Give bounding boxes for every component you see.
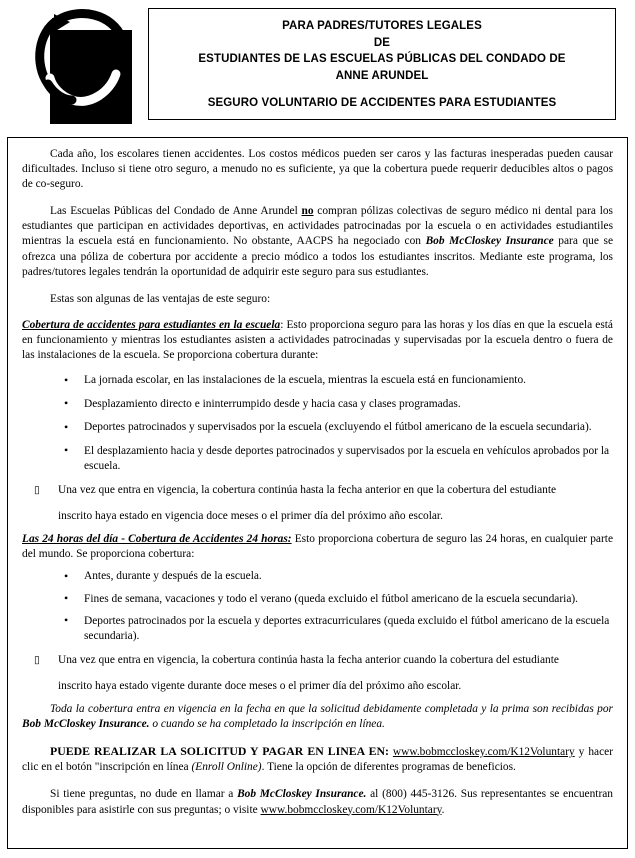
apply-online-lead: PUEDE REALIZAR LA SOLICITUD Y PAGAR EN LINEA EN: <box>50 744 389 759</box>
hours24-coverage-heading: Las 24 horas del día - Cobertura de Accidentes 24 horas: <box>22 533 292 546</box>
questions-company: Bob McCloskey Insurance. <box>237 788 367 801</box>
school-coverage-duration-note <box>22 483 613 524</box>
questions-part-2: al <box>366 788 383 801</box>
hours24-coverage-body: Esto proporciona cobertura de seguro las 24 horas, en cualquier parte del mundo. Se proporciona cobertura: <box>22 533 613 561</box>
effective-note-part-2: o cuando se ha completado la inscripción en línea. <box>149 718 385 731</box>
school-coverage-note-line-1: Una vez que entra en vigencia, la cobertura continúa hasta la fecha anterior en que la cobertura del estudiante <box>58 484 557 497</box>
document-header <box>0 0 635 132</box>
document-body-box <box>7 137 628 849</box>
document-content <box>22 147 613 818</box>
aacps-swirl-square-logo-icon <box>24 8 142 126</box>
questions-part-3: . Sus representantes se encuentran disponibles para asistirle con sus preguntas; o visite <box>22 788 613 816</box>
effective-note-part-1: Toda la cobertura entra en vigencia en la fecha en que la solicitud debidamente completada y la prima son recibidas por <box>50 703 613 716</box>
intro-paragraph: Cada año, los escolares tienen accidentes. Los costos médicos pueden ser caros y las facturas inesperadas pueden causar dificultades. Incluso si tiene otro seguro, a menudo no es suficiente, ya que la cobertura puede requerir deducibles altos o pagos de co-seguro. <box>22 148 613 191</box>
list-item: • Antes, durante y después de la escuela. <box>22 569 613 584</box>
school-coverage-note-line-2: inscrito haya estado en vigencia doce meses o el primer día del próximo año escolar. <box>58 510 443 523</box>
aacps-text-2: compran pólizas colectivas de seguro médico ni dental para los estudiantes que participan en actividades deportivas, en actividades patrocinadas por la escuela o en actividades estudiantiles mientras la escuela está en funcionamiento. No obstante, AACPS ha negociado con <box>22 205 613 248</box>
aacps-text-1: Las Escuelas Públicas del Condado de Anne Arundel <box>50 205 302 218</box>
list-item: • Fines de semana, vacaciones y todo el verano (queda excluido el fútbol americano de la escuela secundaria). <box>22 592 613 607</box>
school-coverage-paragraph <box>22 318 613 363</box>
header-line-3: ESTUDIANTES DE LAS ESCUELAS PÚBLICAS DEL CONDADO DE <box>198 53 566 65</box>
title-box <box>148 8 616 120</box>
aacps-paragraph <box>22 204 613 279</box>
list-item: • El desplazamiento hacia y desde deportes patrocinados y supervisados por la escuela en vehículos aprobados por la escuela. <box>22 444 613 474</box>
apply-online-rest-1: y hacer clic en el botón "inscripción en línea <box>22 746 613 774</box>
hours24-coverage-bullet-list <box>22 569 613 643</box>
apply-online-rest-2: . Tiene la opción de diferentes programas de beneficios. <box>261 761 516 774</box>
questions-paragraph <box>22 787 613 817</box>
aacps-logo <box>24 8 142 126</box>
hours24-coverage-note-line-2: inscrito haya estado vigente durante doce meses o el primer día del próximo año escolar. <box>58 679 462 692</box>
school-coverage-bullet-list <box>22 373 613 474</box>
apply-online-paragraph <box>22 744 613 775</box>
questions-url-link[interactable]: www.bobmccloskey.com/K12Voluntary <box>260 803 442 816</box>
list-item: • Deportes patrocinados por la escuela y deportes extracurriculares (queda excluido el fútbol americano de la escuela secundaria). <box>22 614 613 644</box>
questions-phone-number[interactable]: (800) 445-3126 <box>382 788 455 801</box>
header-line-1: PARA PADRES/TUTORES LEGALES <box>282 20 482 32</box>
advantages-lead-in: Estas son algunas de las ventajas de este seguro: <box>50 292 271 305</box>
questions-part-1: Si tiene preguntas, no dude en llamar a <box>50 788 238 801</box>
aacps-text-3: para que se ofrezca una póliza de cobertura por accidente a precio módico a todos los estudiantes inscritos. Mediante este programa, los padres/tutores legales tendrán la oportunidad de adquirir este seguro para sus estudiantes. <box>22 235 613 278</box>
questions-part-4: . <box>441 803 445 816</box>
hours24-coverage-note-line-1: Una vez que entra en vigencia, la cobertura continúa hasta la fecha anterior cuando la cobertura del estudiante <box>58 653 559 666</box>
apply-online-url-link[interactable]: www.bobmccloskey.com/K12Voluntary <box>392 746 575 759</box>
header-line-2: DE <box>373 36 391 49</box>
effective-note-company: Bob McCloskey Insurance. <box>22 718 150 731</box>
list-item: • Desplazamiento directo e ininterrumpido desde y hacia casa y clases programadas. <box>22 397 613 412</box>
list-item: • La jornada escolar, en las instalaciones de la escuela, mientras la escuela está en funcionamiento. <box>22 373 613 388</box>
header-subtitle: SEGURO VOLUNTARIO DE ACCIDENTES PARA ESTUDIANTES <box>207 97 557 109</box>
list-item: • Deportes patrocinados y supervisados por la escuela (excluyendo el fútbol americano de la escuela secundaria). <box>22 420 613 435</box>
school-coverage-body: : Esto proporciona seguro para las horas y los días en que la escuela está en funcionamiento y mientras los estudiantes asisten a actividades patrocinadas y supervisadas por la escuela dentro o fuera de las instalaciones de la escuela. Se proporciona cobertura durante: <box>22 318 613 362</box>
aacps-company-name: Bob McCloskey Insurance <box>425 235 554 248</box>
hours24-coverage-paragraph <box>22 532 613 562</box>
enroll-online-label: (Enroll Online) <box>191 761 262 774</box>
hours24-coverage-duration-note <box>22 653 613 694</box>
effective-date-note <box>22 702 613 732</box>
header-line-4: ANNE ARUNDEL <box>335 69 429 82</box>
aacps-no-emphasis: no <box>301 205 314 218</box>
school-coverage-heading: Cobertura de accidentes para estudiantes en la escuela <box>22 318 281 331</box>
